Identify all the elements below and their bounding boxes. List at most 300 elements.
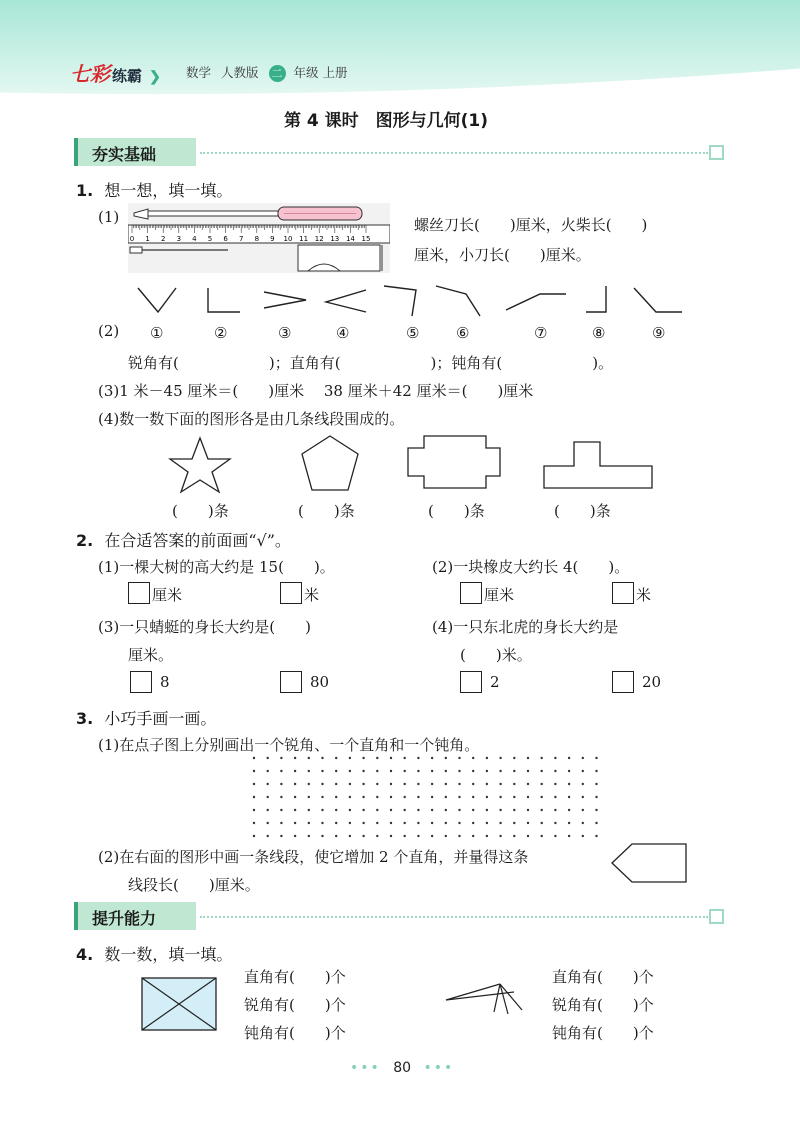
angle-label-9: ⑨	[652, 324, 666, 342]
ruler-tick-label: 1	[145, 235, 150, 243]
grid-dot	[541, 822, 543, 824]
angle-1	[138, 288, 176, 312]
grid-dot	[294, 770, 296, 772]
grid-dot	[458, 796, 460, 798]
q2-item4-checkbox-b[interactable]	[612, 671, 634, 693]
q2-item4-option-b: 20	[642, 673, 662, 691]
q2-item3-text: (3)一只蜻蜓的身长大约是( )	[98, 618, 311, 636]
grid-dot	[499, 809, 501, 811]
grid-dot	[294, 757, 296, 759]
grid-dot	[513, 783, 515, 785]
grid-dot	[362, 835, 364, 837]
header-grade: 年级 上册	[293, 65, 348, 80]
grid-dot	[335, 770, 337, 772]
grid-dot	[458, 835, 460, 837]
step-shape	[544, 442, 652, 488]
angle-label-4: ④	[336, 324, 350, 342]
cross-shape	[408, 436, 500, 488]
grid-dot	[321, 796, 323, 798]
grid-dot	[267, 822, 269, 824]
grid-dot	[458, 809, 460, 811]
grid-dot	[253, 770, 255, 772]
grid-dot	[321, 770, 323, 772]
grid-dot	[390, 770, 392, 772]
grid-dot	[321, 809, 323, 811]
q2-item1-checkbox-a[interactable]	[128, 582, 150, 604]
chevron-right-icon: ❯	[149, 69, 161, 85]
q4-right-acute-angles: 锐角有( )个	[552, 996, 654, 1014]
grid-dot	[568, 757, 570, 759]
grid-dot	[445, 809, 447, 811]
angle-label-8: ⑧	[592, 324, 606, 342]
grid-dot	[527, 822, 529, 824]
grid-dot	[527, 757, 529, 759]
shape-answer-1: ( )条	[172, 502, 229, 520]
grid-dot	[513, 809, 515, 811]
grid-dot	[582, 796, 584, 798]
angle-label-7: ⑦	[534, 324, 548, 342]
grid-dot	[417, 770, 419, 772]
grid-dot	[527, 835, 529, 837]
grid-dot	[445, 757, 447, 759]
ruler-tick-label: 11	[299, 235, 309, 243]
logo-colorful-text: 七彩	[70, 62, 110, 86]
grid-dot	[431, 809, 433, 811]
grid-dot	[582, 770, 584, 772]
grid-dot	[390, 809, 392, 811]
q4-heading	[76, 942, 232, 965]
grid-dot	[362, 757, 364, 759]
section-header-advanced	[74, 902, 196, 930]
pentagon-arrow-figure[interactable]	[610, 840, 690, 886]
grid-dot	[595, 835, 597, 837]
q1-part1-line2: 厘米，小刀长( )厘米。	[414, 246, 591, 264]
ruler-tick-label: 5	[207, 235, 213, 243]
angle-label-2: ②	[214, 324, 228, 342]
q3-part1: (1)在点子图上分别画出一个锐角、一个直角和一个钝角。	[98, 736, 480, 754]
grid-dot	[486, 757, 488, 759]
q2-item2-checkbox-a[interactable]	[460, 582, 482, 604]
q2-number: 2.	[76, 531, 94, 550]
grid-dot	[582, 757, 584, 759]
grid-dot	[541, 770, 543, 772]
grid-dot	[582, 809, 584, 811]
grid-dot	[595, 783, 597, 785]
grid-dot	[499, 757, 501, 759]
grid-dot	[527, 809, 529, 811]
angle-4	[326, 290, 366, 312]
grid-dot	[568, 809, 570, 811]
grid-dot	[294, 796, 296, 798]
shapes-figure	[160, 432, 660, 494]
grid-dot	[362, 822, 364, 824]
q1-part2-answer: 锐角有( )；直角有( )；钝角有( )。	[128, 354, 614, 372]
q2-item3-option-b: 80	[310, 673, 330, 691]
grid-dot	[404, 835, 406, 837]
q2-item4-text2: ( )米。	[460, 646, 532, 664]
grid-dot	[582, 835, 584, 837]
ruler-tick-label: 10	[283, 235, 293, 243]
shape-answer-2: ( )条	[298, 502, 355, 520]
grid-dot	[568, 783, 570, 785]
grid-dot	[486, 770, 488, 772]
grid-dot	[404, 783, 406, 785]
grid-dot	[280, 796, 282, 798]
grid-dot	[376, 809, 378, 811]
grid-dot	[376, 783, 378, 785]
logo-dark-text: 练霸	[112, 67, 143, 85]
grid-dot	[308, 783, 310, 785]
grid-dot	[280, 783, 282, 785]
ruler-tick-label: 4	[192, 235, 197, 243]
q2-item1-checkbox-b[interactable]	[280, 582, 302, 604]
q1-part1-line1: 螺丝刀长( )厘米，火柴长( )	[414, 216, 648, 234]
shape-answer-3: ( )条	[428, 502, 485, 520]
grid-dot	[431, 835, 433, 837]
grid-dot	[541, 783, 543, 785]
grid-dot	[267, 757, 269, 759]
q4-left-acute-angles: 锐角有( )个	[244, 996, 346, 1014]
q4-right-right-angles: 直角有( )个	[552, 968, 654, 986]
grid-dot	[541, 757, 543, 759]
ruler-tick-label: 14	[345, 235, 355, 243]
ruler-tick-label: 8	[254, 235, 260, 243]
angle-label-3: ③	[278, 324, 292, 342]
grid-dot	[445, 822, 447, 824]
grid-dot	[280, 809, 282, 811]
grid-dot	[349, 822, 351, 824]
footer-dots-left-icon: •••	[350, 1060, 381, 1076]
q2-item3-option-a: 8	[160, 673, 170, 691]
grid-dot	[568, 770, 570, 772]
lesson-title: 第 4 课时 图形与几何(1)	[284, 111, 489, 131]
pentagon-shape	[302, 436, 358, 490]
section-header-basic	[74, 138, 196, 166]
grid-dot	[527, 796, 529, 798]
grid-dot	[280, 770, 282, 772]
angles-figure	[130, 282, 690, 318]
grid-dot	[349, 770, 351, 772]
section-end-marker	[709, 145, 724, 160]
grid-dot	[445, 783, 447, 785]
grid-dot	[308, 796, 310, 798]
grid-dot	[417, 809, 419, 811]
shape-answer-4: ( )条	[554, 502, 611, 520]
angle-8	[586, 286, 606, 312]
q2-item3-text2: 厘米。	[128, 646, 174, 664]
grid-dot	[349, 796, 351, 798]
q2-item4-option-a: 2	[490, 673, 500, 691]
grid-dot	[253, 835, 255, 837]
rays-figure	[440, 972, 530, 1022]
ruler-tick-label: 0	[129, 235, 135, 243]
grid-dot	[445, 796, 447, 798]
grid-dot	[568, 796, 570, 798]
angle-label-5: ⑤	[406, 324, 420, 342]
grid-dot	[554, 770, 556, 772]
grid-dot	[541, 835, 543, 837]
grid-dot	[582, 783, 584, 785]
grid-dot	[445, 835, 447, 837]
angle-6	[436, 286, 480, 316]
ruler-tick-label: 13	[330, 235, 340, 243]
grid-dot	[472, 770, 474, 772]
grid-dot	[417, 835, 419, 837]
grid-dot	[376, 835, 378, 837]
grid-dot	[362, 770, 364, 772]
ruler-figure	[128, 203, 390, 273]
grid-dot	[362, 796, 364, 798]
grid-dot	[445, 770, 447, 772]
grid-dot	[499, 770, 501, 772]
q2-item1-option-a: 厘米	[152, 586, 183, 604]
grid-dot	[458, 822, 460, 824]
grid-dot	[253, 796, 255, 798]
grid-dot	[486, 783, 488, 785]
ruler-tick-label: 6	[223, 235, 228, 243]
grid-dot	[431, 757, 433, 759]
grid-dot	[335, 796, 337, 798]
q2-item3-checkbox-b[interactable]	[280, 671, 302, 693]
header-edition: 人教版	[221, 65, 259, 80]
grid-dot	[486, 809, 488, 811]
grid-dot	[499, 783, 501, 785]
ruler-tick-label: 3	[176, 235, 182, 243]
grid-dot	[595, 757, 597, 759]
q4-left-obtuse-angles: 钝角有( )个	[244, 1024, 346, 1042]
grid-dot	[321, 783, 323, 785]
grid-dot	[267, 770, 269, 772]
grid-dot	[404, 757, 406, 759]
q3-heading	[76, 706, 216, 729]
grid-dot	[294, 783, 296, 785]
grid-dot	[390, 822, 392, 824]
q2-item1-option-b: 米	[304, 586, 320, 604]
q2-item1-text: (1)一棵大树的高大约是 15( )。	[98, 558, 335, 576]
header-subject: 数学	[186, 65, 212, 80]
grid-dot	[513, 822, 515, 824]
grid-dot	[595, 796, 597, 798]
grid-dot	[376, 770, 378, 772]
grid-dot	[404, 809, 406, 811]
grid-dot	[554, 822, 556, 824]
grid-dot	[431, 796, 433, 798]
ruler-tick-label: 7	[238, 235, 244, 243]
grid-dot	[554, 783, 556, 785]
grid-dot	[362, 809, 364, 811]
grid-dot	[513, 770, 515, 772]
q4-left-right-angles: 直角有( )个	[244, 968, 346, 986]
grid-dot	[253, 757, 255, 759]
grid-dot	[554, 835, 556, 837]
q4-title: 数一数，填一填。	[104, 945, 233, 964]
page-number: 80	[393, 1060, 412, 1076]
grid-dot	[335, 835, 337, 837]
grid-dot	[431, 770, 433, 772]
grid-dot	[417, 757, 419, 759]
q1-part1-label: (1)	[98, 208, 120, 226]
grid-dot	[568, 835, 570, 837]
grid-dot	[431, 783, 433, 785]
q2-title: 在合适答案的前面画“√”。	[104, 531, 291, 550]
q3-number: 3.	[76, 709, 94, 728]
grid-dot	[417, 796, 419, 798]
grid-dot	[390, 783, 392, 785]
grid-dot	[335, 809, 337, 811]
grid-dot	[335, 822, 337, 824]
q3-title: 小巧手画一画。	[104, 709, 217, 728]
angle-label-6: ⑥	[456, 324, 470, 342]
grid-dot	[280, 757, 282, 759]
grid-dot	[472, 757, 474, 759]
grid-dot	[267, 809, 269, 811]
q1-part2-label: (2)	[98, 322, 120, 340]
grid-dot	[486, 796, 488, 798]
grid-dot	[513, 835, 515, 837]
grid-dot	[431, 822, 433, 824]
ruler-tick-label: 12	[314, 235, 324, 243]
grid-dot	[267, 783, 269, 785]
section-title-basic: 夯实基础	[92, 145, 157, 164]
ruler-tick-label: 2	[160, 235, 166, 243]
angle-label-1: ①	[150, 324, 164, 342]
grid-dot	[376, 796, 378, 798]
section-divider-2	[200, 916, 708, 918]
grid-dot	[308, 835, 310, 837]
grid-dot	[294, 809, 296, 811]
grid-dot	[486, 835, 488, 837]
grid-dot	[417, 783, 419, 785]
ruler-tick-label: 9	[270, 235, 275, 243]
grid-dot	[308, 770, 310, 772]
grid-dot	[527, 770, 529, 772]
grid-dot	[486, 822, 488, 824]
q2-item2-option-a: 厘米	[484, 586, 515, 604]
grid-dot	[294, 822, 296, 824]
q2-item4-checkbox-a[interactable]	[460, 671, 482, 693]
q2-item2-option-b: 米	[636, 586, 652, 604]
q3-part2-line2: 线段长( )厘米。	[128, 876, 260, 894]
grid-dot	[458, 783, 460, 785]
q3-part2-line1: (2)在右面的图形中画一条线段，使它增加 2 个直角，并量得这条	[98, 848, 529, 866]
star-shape	[170, 438, 230, 492]
grid-dot	[294, 835, 296, 837]
grid-dot	[417, 822, 419, 824]
grid-dot	[582, 822, 584, 824]
q2-item2-checkbox-b[interactable]	[612, 582, 634, 604]
grid-dot	[253, 783, 255, 785]
section-title-advanced: 提升能力	[92, 909, 157, 928]
ruler-tick-label: 15	[361, 235, 371, 243]
grid-dot	[458, 757, 460, 759]
header-meta	[186, 63, 347, 82]
q1-title: 想一想，填一填。	[104, 181, 233, 200]
grid-dot	[472, 822, 474, 824]
grid-dot	[458, 770, 460, 772]
grid-dot	[568, 822, 570, 824]
grid-dot	[267, 835, 269, 837]
grid-dot	[472, 796, 474, 798]
grid-dot	[513, 757, 515, 759]
grid-dot	[335, 757, 337, 759]
grid-dot	[472, 783, 474, 785]
grid-dot	[308, 757, 310, 759]
grid-dot	[595, 822, 597, 824]
q2-item3-checkbox-a[interactable]	[130, 671, 152, 693]
angle-5	[384, 286, 416, 316]
grid-dot	[404, 796, 406, 798]
grid-dot	[390, 835, 392, 837]
grid-dot	[472, 809, 474, 811]
grid-dot	[554, 809, 556, 811]
dot-grid[interactable]	[246, 752, 606, 842]
grid-dot	[376, 757, 378, 759]
q2-item2-text: (2)一块橡皮大约长 4( )。	[432, 558, 630, 576]
grid-dot	[390, 796, 392, 798]
grid-dot	[541, 809, 543, 811]
angle-3	[264, 292, 306, 308]
grid-dot	[253, 822, 255, 824]
grid-dot	[349, 757, 351, 759]
grid-dot	[499, 835, 501, 837]
grid-dot	[321, 757, 323, 759]
grid-dot	[390, 757, 392, 759]
grid-dot	[349, 835, 351, 837]
grid-dot	[362, 783, 364, 785]
grid-dot	[404, 822, 406, 824]
grid-dot	[595, 770, 597, 772]
section-end-marker-2	[709, 909, 724, 924]
grid-dot	[349, 809, 351, 811]
q2-heading	[76, 528, 291, 551]
q4-number: 4.	[76, 945, 94, 964]
rectangle-x-figure	[140, 974, 220, 1034]
grid-dot	[253, 809, 255, 811]
q4-right-obtuse-angles: 钝角有( )个	[552, 1024, 654, 1042]
grid-dot	[308, 809, 310, 811]
footer-dots-right-icon: •••	[423, 1060, 455, 1076]
q1-number: 1.	[76, 181, 94, 200]
angle-9	[634, 288, 682, 312]
section-divider	[200, 152, 708, 154]
q1-part3: (3)1 米－45 厘米＝( )厘米 38 厘米＋42 厘米＝( )厘米	[98, 382, 534, 400]
brand-logo	[70, 58, 161, 87]
grid-dot	[541, 796, 543, 798]
grid-dot	[499, 822, 501, 824]
grid-dot	[321, 835, 323, 837]
grid-dot	[472, 835, 474, 837]
angle-2	[208, 288, 240, 312]
q1-part4: (4)数一数下面的图形各是由几条线段围成的。	[98, 410, 405, 428]
matchbox-image	[298, 245, 382, 271]
grid-dot	[554, 796, 556, 798]
page-footer	[350, 1060, 454, 1076]
grid-dot	[554, 757, 556, 759]
grid-dot	[376, 822, 378, 824]
grid-dot	[321, 822, 323, 824]
grid-dot	[513, 796, 515, 798]
grid-dot	[308, 822, 310, 824]
grid-dot	[267, 796, 269, 798]
q2-item4-text: (4)一只东北虎的身长大约是	[432, 618, 619, 636]
grid-dot	[349, 783, 351, 785]
grid-dot	[595, 809, 597, 811]
grid-dot	[280, 835, 282, 837]
q1-heading	[76, 178, 232, 201]
grade-badge: 二	[269, 65, 286, 82]
grid-dot	[404, 770, 406, 772]
grid-dot	[280, 822, 282, 824]
